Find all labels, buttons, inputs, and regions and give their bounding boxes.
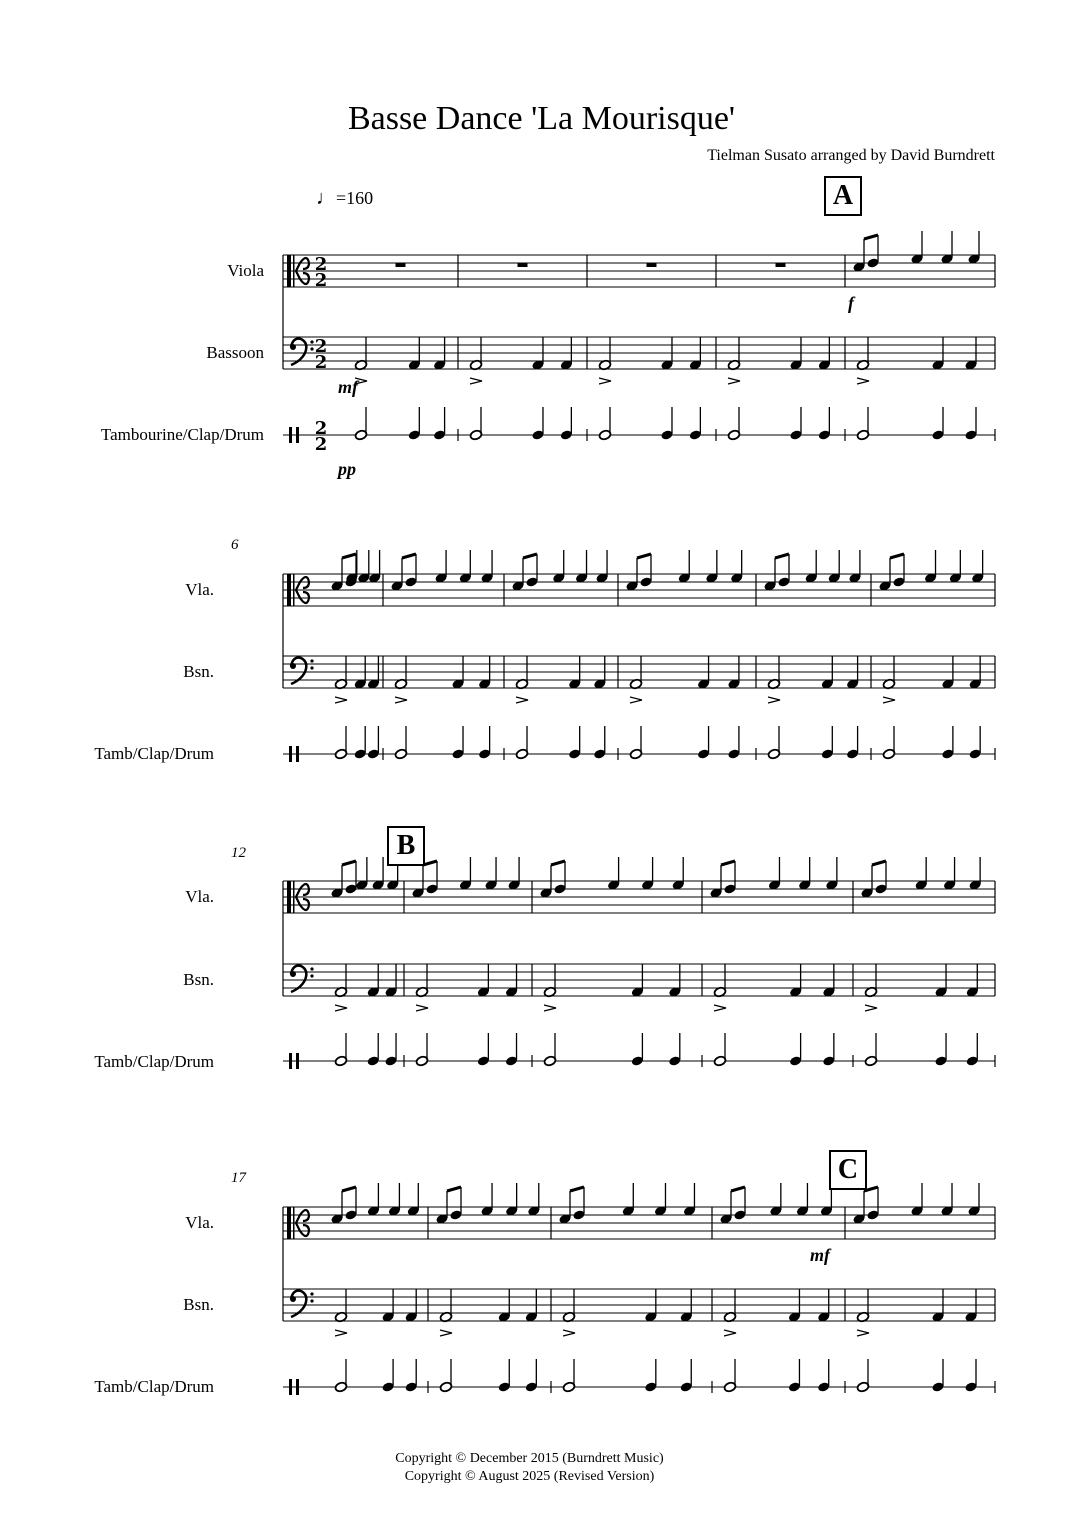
dynamic-marking: mf [338,377,358,397]
alto-clef-icon [287,255,291,287]
alto-clef-icon [287,881,291,913]
bass-clef-icon [310,974,313,977]
bass-clef-icon [290,1296,296,1302]
percussion-clef-icon [289,427,292,443]
accent-mark [865,1005,877,1011]
accent-mark [630,697,642,703]
bass-clef-icon [310,659,313,662]
accent-mark [728,378,740,384]
bass-clef-icon [310,967,313,970]
dynamic-marking: mf [810,1245,830,1265]
accent-mark [516,697,528,703]
bass-clef-icon [310,340,313,343]
rehearsal-mark: A [824,176,862,216]
bass-clef-icon [310,347,313,350]
beam [637,554,651,558]
beam [523,554,537,558]
composer-credit: Tielman Susato arranged by David Burndrett [707,147,995,164]
percussion-clef-icon [296,1379,299,1395]
copyright-line: Copyright © December 2015 (Burndrett Music) [395,1451,664,1466]
instrument-label-bassoon: Bassoon [206,343,264,362]
instrument-label-bassoon: Bsn. [183,662,214,681]
time-signature: 2 [314,336,328,357]
beam [551,861,565,865]
accent-mark [857,1330,869,1336]
rehearsal-mark: B [387,826,425,866]
alto-clef-icon [293,255,295,287]
instrument-label-bassoon: Bsn. [183,1295,214,1314]
tempo-marking: ♩=160 [316,187,374,209]
bass-clef-icon [290,663,296,669]
accent-mark [724,1330,736,1336]
accent-mark [395,697,407,703]
accent-mark [470,378,482,384]
whole-rest [776,263,786,267]
bass-clef-icon [310,1292,313,1295]
beam [342,1187,356,1191]
score-title: Basse Dance 'La Mourisque' [347,100,736,137]
alto-clef-icon [293,881,295,913]
instrument-label-percussion: Tambourine/Clap/Drum [100,425,264,444]
percussion-clef-icon [289,1053,292,1069]
instrument-label-viola: Viola [227,261,264,280]
percussion-clef-icon [289,746,292,762]
accent-mark [714,1005,726,1011]
beam [570,1187,584,1191]
copyright-line: Copyright © August 2025 (Revised Version) [404,1469,655,1484]
accent-mark [440,1330,452,1336]
alto-clef-icon [287,1207,291,1239]
instrument-label-percussion: Tamb/Clap/Drum [94,1052,214,1071]
beam [731,1187,745,1191]
beam [342,861,356,865]
accent-mark [335,697,347,703]
accent-mark [355,378,367,384]
rehearsal-mark: C [829,1150,867,1190]
bass-clef-icon [290,344,296,350]
percussion-clef-icon [296,1053,299,1069]
accent-mark [768,697,780,703]
alto-clef-icon [293,574,295,606]
instrument-label-bassoon: Bsn. [183,970,214,989]
alto-clef-icon [293,1207,295,1239]
measure-number: 17 [231,1170,246,1186]
accent-mark [335,1005,347,1011]
beam [864,235,878,239]
bass-clef-icon [290,971,296,977]
time-signature: 2 [314,352,328,373]
percussion-clef-icon [289,1379,292,1395]
whole-rest [396,263,406,267]
beam [423,861,437,865]
accent-mark [599,378,611,384]
bass-clef-icon [310,666,313,669]
instrument-label-percussion: Tamb/Clap/Drum [94,744,214,763]
quarter-note-icon: ♩ [316,187,336,209]
beam [447,1187,461,1191]
beam [775,554,789,558]
accent-mark [883,697,895,703]
instrument-label-viola: Vla. [185,580,214,599]
beam [402,554,416,558]
percussion-clef-icon [296,427,299,443]
accent-mark [416,1005,428,1011]
accent-mark [544,1005,556,1011]
time-signature: 2 [314,434,328,455]
dynamic-marking: f [848,293,854,313]
bass-clef-icon [310,1299,313,1302]
percussion-clef-icon [296,746,299,762]
accent-mark [857,378,869,384]
time-signature: 2 [314,254,328,275]
instrument-label-percussion: Tamb/Clap/Drum [94,1377,214,1396]
measure-number: 12 [231,845,246,861]
instrument-label-viola: Vla. [185,887,214,906]
whole-rest [518,263,528,267]
time-signature: 2 [314,270,328,291]
whole-rest [647,263,657,267]
beam [342,554,356,558]
beam [721,861,735,865]
accent-mark [335,1330,347,1336]
beam [890,554,904,558]
dynamic-marking: pp [338,459,356,479]
alto-clef-icon [287,574,291,606]
measure-number: 6 [231,537,239,553]
time-signature: 2 [314,418,328,439]
accent-mark [563,1330,575,1336]
beam [872,861,886,865]
instrument-label-viola: Vla. [185,1213,214,1232]
